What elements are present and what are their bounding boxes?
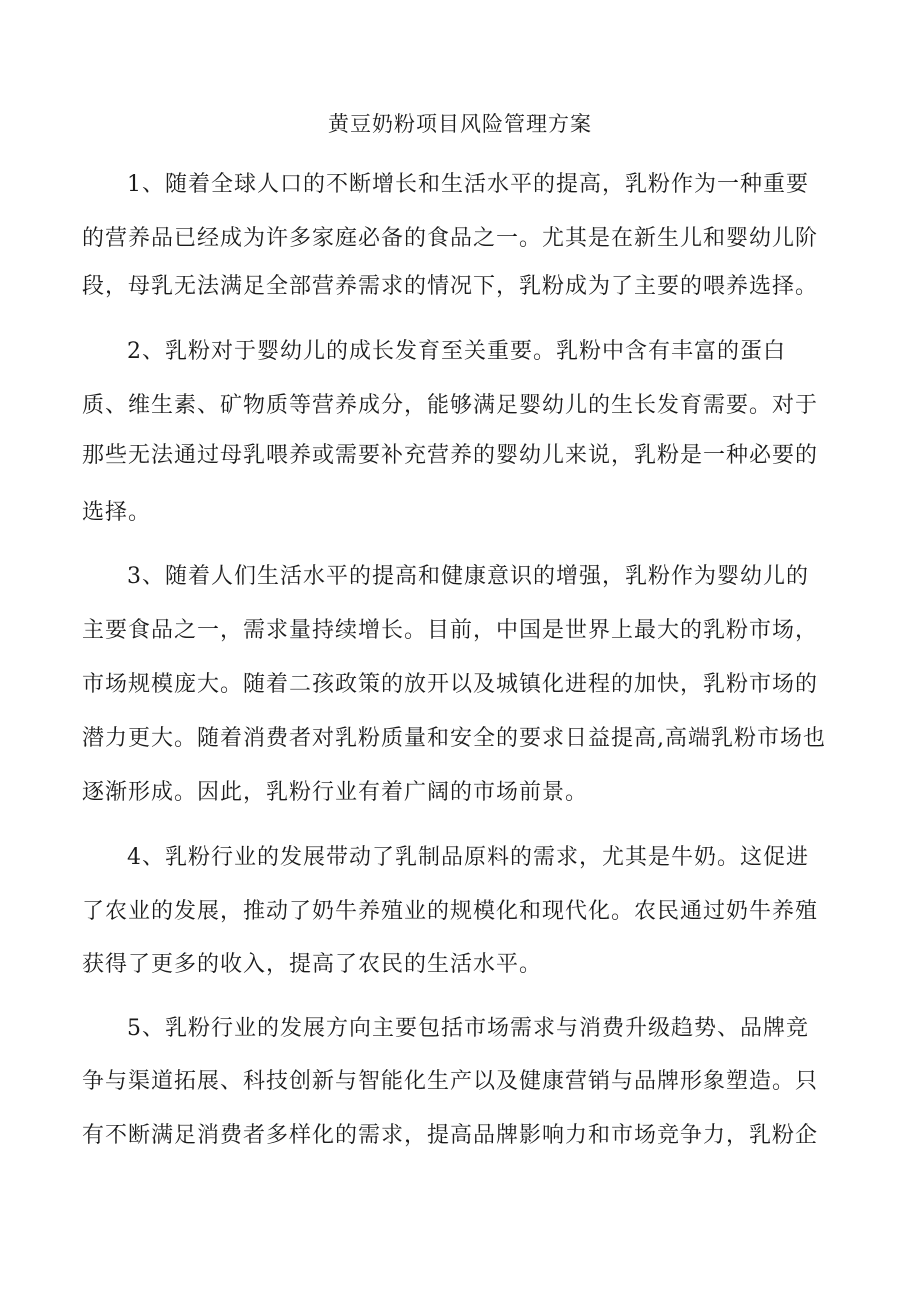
paragraph-line: 段，母乳无法满足全部营养需求的情况下，乳粉成为了主要的喂养选择。 bbox=[82, 274, 819, 299]
paragraph-line: 了农业的发展，推动了奶牛养殖业的规模化和现代化。农民通过奶牛养殖 bbox=[82, 899, 819, 924]
paragraph-line: 的营养品已经成为许多家庭必备的食品之一。尤其是在新生儿和婴幼儿阶 bbox=[82, 226, 819, 251]
paragraph-line: 有不断满足消费者多样化的需求，提高品牌影响力和市场竞争力，乳粉企 bbox=[82, 1123, 819, 1148]
paragraph-line: 2、乳粉对于婴幼儿的成长发育至关重要。乳粉中含有丰富的蛋白 bbox=[127, 339, 786, 364]
paragraph-line: 逐渐形成。因此，乳粉行业有着广阔的市场前景。 bbox=[82, 780, 589, 805]
paragraph-line: 潜力更大。随着消费者对乳粉质量和安全的要求日益提高,高端乳粉市场也 bbox=[82, 726, 826, 751]
paragraph-line: 1、随着全球人口的不断增长和生活水平的提高，乳粉作为一种重要 bbox=[127, 172, 809, 197]
paragraph-line: 那些无法通过母乳喂养或需要补充营养的婴幼儿来说，乳粉是一种必要的 bbox=[82, 443, 819, 468]
paragraph-line: 主要食品之一，需求量持续增长。目前，中国是世界上最大的乳粉市场， bbox=[82, 618, 819, 643]
paragraph-line: 质、维生素、矿物质等营养成分，能够满足婴幼儿的生长发育需要。对于 bbox=[82, 393, 819, 418]
paragraph-line: 5、乳粉行业的发展方向主要包括市场需求与消费升级趋势、品牌竞 bbox=[127, 1016, 809, 1041]
document-title: 黄豆奶粉项目风险管理方案 bbox=[328, 112, 592, 136]
paragraph-line: 获得了更多的收入，提高了农民的生活水平。 bbox=[82, 952, 543, 977]
paragraph-line: 选择。 bbox=[82, 500, 152, 525]
paragraph-line: 4、乳粉行业的发展带动了乳制品原料的需求，尤其是牛奶。这促进 bbox=[127, 845, 809, 870]
paragraph-line: 争与渠道拓展、科技创新与智能化生产以及健康营销与品牌形象塑造。只 bbox=[82, 1069, 819, 1094]
paragraph-line: 3、随着人们生活水平的提高和健康意识的增强，乳粉作为婴幼儿的 bbox=[127, 564, 809, 589]
paragraph-line: 市场规模庞大。随着二孩政策的放开以及城镇化进程的加快，乳粉市场的 bbox=[82, 672, 819, 697]
